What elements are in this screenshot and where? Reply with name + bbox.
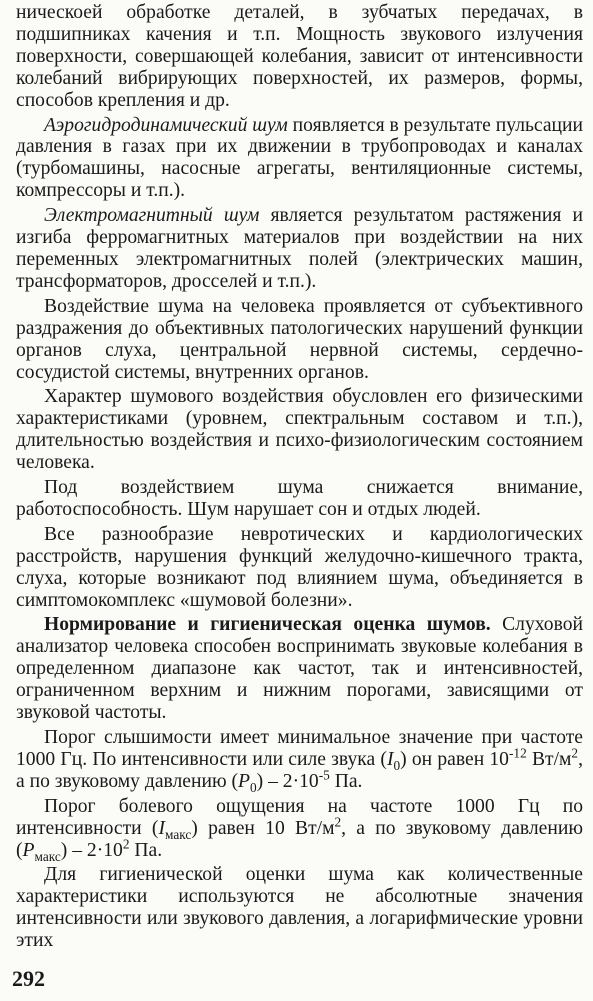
subscript: макс: [164, 826, 192, 842]
paragraph-text: Воздействие шума на человека проявляется от субъективного раздражения до объективных патологических нарушений функции органов слуха, центральной нервной системы, сердечно-сосудистой системы, внутренних органов.: [16, 295, 583, 383]
paragraph-text: Все разнообразие невротических и кардиологических расстройств, нарушения функций желудочно-кишечного тракта, слуха, которые возникают под влиянием шума, объединяется в симптомокомплекс «шумовой болезни».: [16, 523, 583, 611]
paragraph-attention: [16, 477, 583, 521]
paragraph-text: Слуховой анализатор человека способен воспринимать звуковые колебания в определенном диапазоне как частот, так и интенсивностей, ограниченном верхним и нижним порогами, зависящими от звуковой частоты.: [16, 614, 583, 724]
paragraph-text: является результатом растяжения и изгиба ферромагнитных материалов при воздействии на них переменных электромагнитных полей (электрических машин, трансформаторов, дросселей и т.п.).: [16, 205, 583, 292]
superscript: 2: [571, 745, 579, 761]
subscript: макс: [34, 848, 61, 864]
page-number: 292: [12, 966, 45, 991]
text-fragment: Порог слышимости имеет минимальное значение при частоте 1000 Гц. По интенсивности или силе звука (: [16, 727, 583, 770]
text-fragment: Вт/м: [526, 748, 572, 770]
text-fragment: ) он равен 10: [400, 748, 509, 770]
paragraph-noise-effects: [16, 296, 583, 384]
paragraph-normalization: [16, 614, 583, 724]
term-aerohydrodynamic-noise: Аэрогидродинамический шум: [44, 114, 288, 136]
text-fragment: , а по звуковому давлению (: [16, 748, 583, 792]
paragraph-text: Под воздействием шума снижается внимание, работоспособность. Шум нарушает сон и отдых людей.: [16, 477, 583, 520]
paragraph-electromagnetic-noise: [16, 205, 583, 293]
paragraph-continued: [16, 2, 583, 112]
text-fragment: Порог болевого ощущения на частоте 1000 Гц по интенсивности (: [16, 795, 583, 839]
text-fragment: Па.: [329, 770, 363, 792]
text-fragment: , а по звуковому давлению (: [16, 817, 583, 861]
paragraph-hearing-threshold: [16, 727, 583, 793]
body-text: [16, 2, 583, 955]
text-fragment: Па.: [129, 839, 163, 861]
term-electromagnetic-noise: Электромагнитный шум: [44, 205, 260, 227]
symbol-intensity: I: [386, 748, 394, 770]
text-fragment: ) – 2·10: [60, 839, 123, 861]
paragraph-noise-disease: [16, 524, 583, 612]
symbol-pressure: P: [238, 770, 250, 792]
paragraph-text: ническоей обработке деталей, в зубчатых передачах, в подшипниках качения и т.п. Мощность звукового излучения поверхности, совершающей колебания, зависит от интенсивности колебаний вибрирующих поверхностей, их размеров, формы, способов крепления и др.: [16, 2, 583, 111]
text-fragment: ) – 2·10: [256, 770, 319, 792]
paragraph-pain-threshold: [16, 796, 583, 862]
superscript: 2: [122, 836, 130, 851]
paragraph-hygienic-assessment: [16, 864, 583, 952]
subscript: 0: [393, 757, 401, 773]
paragraph-text: появляется в результате пульсации давления в газах при их движении в трубопроводах и каналах (турбомашины, насосные агрегаты, вентиляционные системы, компрессоры и т.п.).: [16, 114, 584, 202]
paragraph-noise-character: [16, 386, 583, 474]
subscript: 0: [250, 779, 257, 795]
paragraph-aerohydrodynamic-noise: [16, 115, 583, 203]
symbol-pressure: P: [22, 839, 35, 861]
superscript: -12: [508, 745, 527, 761]
paragraph-text: Для гигиенической оценки шума как количественные характеристики используются не абсолютные значения интенсивности или звукового давления, а логарифмические уровни этих: [16, 864, 583, 952]
text-fragment: ) равен 10 Вт/м: [191, 817, 335, 839]
superscript: 2: [334, 814, 342, 830]
superscript: -5: [318, 767, 330, 783]
paragraph-text: Характер шумового воздействия обусловлен его физическими характеристиками (уровнем, спектральным составом и т.п.), длительностью воздействия и психо-физиологическим состоянием человека.: [16, 386, 583, 474]
symbol-intensity: I: [158, 817, 165, 839]
section-heading: Нормирование и гигиеническая оценка шумов.: [44, 614, 491, 636]
